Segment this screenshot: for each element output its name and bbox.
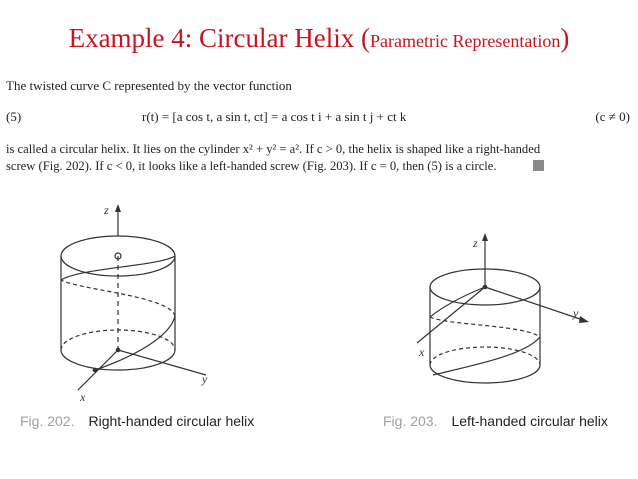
figure-202 — [20, 198, 250, 408]
equation-condition: (c ≠ 0) — [595, 109, 630, 124]
z-axis-arrow-icon — [115, 204, 121, 212]
figure-202-caption-text: Right-handed circular helix — [88, 413, 255, 429]
title-main: Example 4: Circular Helix ( — [68, 23, 370, 53]
title-subtitle: Parametric Representation — [369, 31, 561, 51]
figure-202-number: Fig. 202. — [20, 413, 75, 429]
cylinder-bottom-front — [430, 365, 540, 383]
paragraph-line-2-wrap — [6, 158, 544, 175]
x-axis-label: x — [80, 390, 86, 404]
origin-point — [483, 285, 488, 290]
equation-row — [6, 109, 630, 127]
helix-upper — [430, 287, 485, 317]
figure-203-diagram — [405, 225, 635, 405]
figure-203-number: Fig. 203. — [383, 413, 438, 429]
slide-title — [0, 22, 638, 57]
cylinder-bottom-front — [61, 350, 175, 370]
paragraph-line-1: is called a circular helix. It lies on the cylinder x² + y² = a². If c > 0, the helix is shaped like a right-handed — [6, 142, 541, 156]
origin-point — [116, 348, 121, 353]
paragraph-line-2: screw (Fig. 202). If c < 0, it looks like a left-handed screw (Fig. 203). If c = 0, then (5) is a circle. — [6, 159, 497, 173]
helix-front — [433, 337, 540, 375]
y-axis-arrow-icon — [579, 316, 589, 323]
figure-202-diagram — [20, 198, 250, 408]
y-axis — [118, 350, 206, 375]
z-axis-label: z — [473, 236, 478, 250]
x-axis-label: x — [419, 345, 425, 359]
figure-203-caption-text: Left-handed circular helix — [451, 413, 608, 429]
equation-number: (5) — [6, 109, 22, 124]
helix-start-point — [93, 368, 98, 373]
intro-text: The twisted curve C represented by the vector function — [6, 78, 292, 93]
end-of-proof-icon — [533, 160, 544, 171]
z-axis-arrow-icon — [482, 233, 488, 241]
figure-203-caption — [383, 413, 608, 429]
y-axis-label: y — [573, 306, 579, 320]
equation-body: r(t) = [a cos t, a sin t, ct] = a cos t i + a sin t j + ct k — [142, 109, 407, 124]
z-axis-label: z — [104, 203, 109, 217]
helix-back — [430, 317, 540, 337]
body-paragraph — [6, 141, 544, 175]
figure-202-caption — [20, 413, 254, 429]
title-close-paren: ) — [560, 23, 570, 53]
y-axis-label: y — [202, 372, 208, 386]
y-axis — [485, 287, 583, 320]
figure-203 — [405, 225, 635, 405]
x-axis — [417, 287, 485, 343]
